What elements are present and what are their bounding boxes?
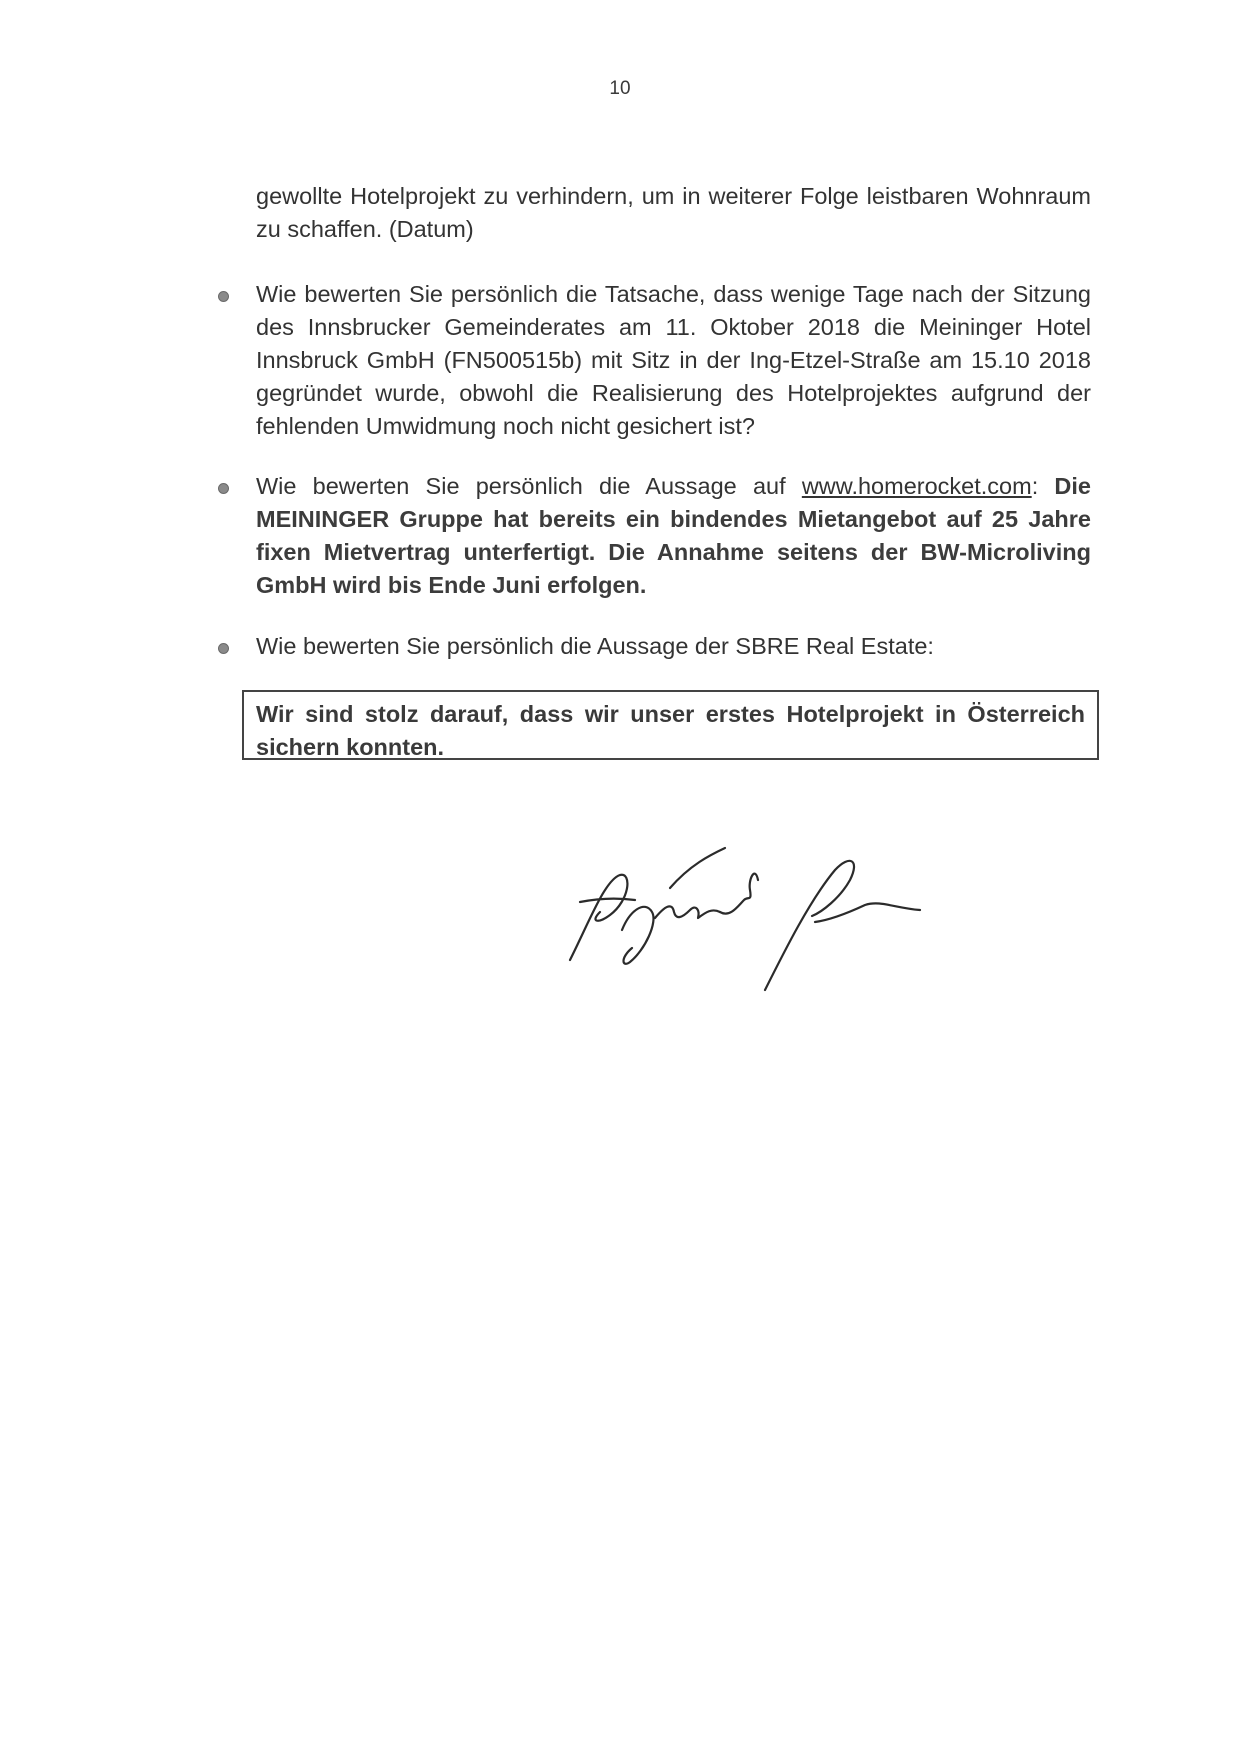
signature-stroke [720,874,758,914]
signature-stroke [570,875,627,960]
bullet-item-hotel-founding [256,278,1091,443]
signature-stroke [765,861,854,990]
page-number: 10 [609,78,631,99]
quote-text: Wir sind stolz darauf, dass wir unser erstes Hotelprojekt in Österreich sichern konnten. [256,701,1085,760]
homerocket-link[interactable]: www.homerocket.com [801,473,1032,499]
signature-stroke [815,903,920,922]
bullet-icon [218,643,229,654]
bullet-bold-quote: Die MEININGER Gruppe hat bereits ein bindendes Mietangebot auf 25 Jahre fixen Mietvertrag unterfertigt. Die Annahme seitens der BW-Microliving GmbH wird bis Ende Juni erfolgen. [256,473,1091,598]
bullet-text: Wie bewerten Sie persönlich die Aussage der SBRE Real Estate: [256,633,934,659]
signature-stroke [580,899,635,902]
quote-box [242,690,1099,760]
bullet-icon [218,291,229,302]
bullet-intro-text: Wie bewerten Sie persönlich die Aussage auf [256,473,802,499]
signature-stroke [655,906,720,918]
bullet-item-sbre-statement [256,630,1091,663]
signature-stroke [670,848,725,888]
bullet-icon [218,483,229,494]
continuation-paragraph: gewollte Hotelprojekt zu verhindern, um in weiterer Folge leistbaren Wohnraum zu schaffen. (Datum) [256,183,1091,242]
handwritten-signature [560,840,950,1000]
bullet-text: Wie bewerten Sie persönlich die Tatsache, dass wenige Tage nach der Sitzung des Innsbrucker Gemeinderates am 11. Oktober 2018 die Meininger Hotel Innsbruck GmbH (FN500515b) mit Sitz in der Ing-Etzel-Straße am 15.10 2018 gegründet wurde, obwohl die Realisierung des Hotelprojektes aufgrund der fehlenden Umwidmung noch nicht gesichert ist? [256,281,1091,439]
signature-stroke [622,907,653,964]
bullet-item-homerocket-statement [256,470,1091,602]
bullet-separator: : [1031,473,1055,499]
